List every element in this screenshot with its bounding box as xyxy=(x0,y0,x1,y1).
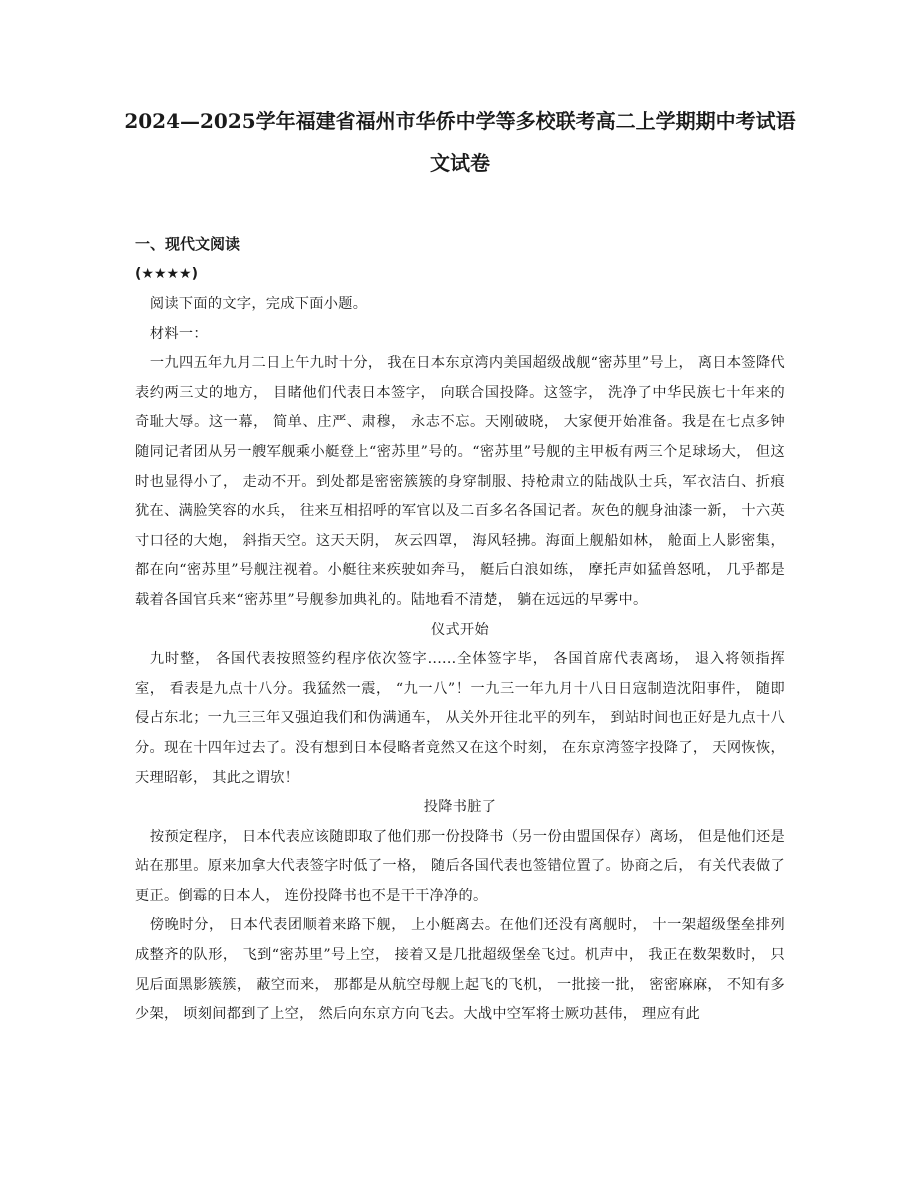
paragraph-4: 傍晚时分， 日本代表团顺着来路下舰， 上小艇离去。在他们还没有离舰时， 十一架超级堡垒排列成整齐的队形， 飞到“密苏里”号上空， 接着又是几批超级堡垒飞过。机声中， 我正在数架数时， 只见后面黑影簇簇， 蔽空而来， 那都是从航空母舰上起飞的飞机， 一批接一批， 密密麻麻， 不知有多少架， 顷刻间都到了上空， 然后向东京方向飞去。大战中空军将士厥功甚伟， 理应有此 xyxy=(135,917,785,1023)
document-page xyxy=(124,100,796,1030)
section-heading: 一、现代文阅读 xyxy=(135,235,241,253)
exam-title: 2024—2025学年福建省福州市华侨中学等多校联考高二上学期期中考试语文试卷 xyxy=(124,109,796,175)
instructions: 阅读下面的文字，完成下面小题。 xyxy=(149,296,368,312)
paragraph-2: 九时整， 各国代表按照签约程序依次签字......全体签字毕， 各国首席代表离场， 退入将领指挥室， 看表是九点十八分。我猛然一震， “九一八”！一九三一年九月十八日日寇制造沈阳事件， 随即侵占东北；一九三三年又强迫我们和伪满通车， 从关外开往北平的列车， 到站时间也正好是九点十八分。现在十四年过去了。没有想到日本侵略者竟然又在这个时刻， 在东京湾签字投降了， 天网恢恢， 天理昭彰， 其此之谓欤！ xyxy=(135,651,785,786)
subheading-ceremony-start: 仪式开始 xyxy=(431,621,489,638)
paragraph-3: 按预定程序， 日本代表应该随即取了他们那一份投降书（另一份由盟国保存）离场， 但是他们还是站在那里。原来加拿大代表签字时低了一格， 随后各国代表也签错位置了。协商之后， 有关代表做了更正。倒霉的日本人， 连份投降书也不是干干净净的。 xyxy=(135,828,785,904)
subheading-surrender-dirty: 投降书脏了 xyxy=(423,799,497,816)
paragraph-1: 一九四五年九月二日上午九时十分， 我在日本东京湾内美国超级战舰“密苏里”号上， 离日本签降代表约两三丈的地方， 目睹他们代表日本签字， 向联合国投降。这签字， 洗净了中华民族七十年来的奇耻大辱。这一幕， 简单、庄严、肃穆， 永志不忘。天刚破晓， 大家便开始准备。我是在七点多钟随同记者团从另一艘军舰乘小艇登上“密苏里”号的。“密苏里”号舰的主甲板有两三个足球场大， 但这时也显得小了， 走动不开。到处都是密密簇簇的身穿制服、持枪肃立的陆战队士兵，军衣洁白、折痕犹在、满脸笑容的水兵， 往来互相招呼的军官以及二百多名各国记者。灰色的舰身油漆一新， 十六英寸口径的大炮， 斜指天空。这天天阴， 灰云四罩， 海风轻拂。海面上舰船如林， 舱面上人影密集， 都在向“密苏里”号舰注视着。小艇往来疾驶如奔马， 艇后白浪如练， 摩托声如猛兽怒吼， 几乎都是载着各国官兵来“密苏里”号舰参加典礼的。陆地看不清楚， 躺在远远的早雾中。 xyxy=(135,355,785,608)
difficulty-rating: (★★★★) xyxy=(135,266,198,282)
material-label: 材料一： xyxy=(149,325,208,342)
